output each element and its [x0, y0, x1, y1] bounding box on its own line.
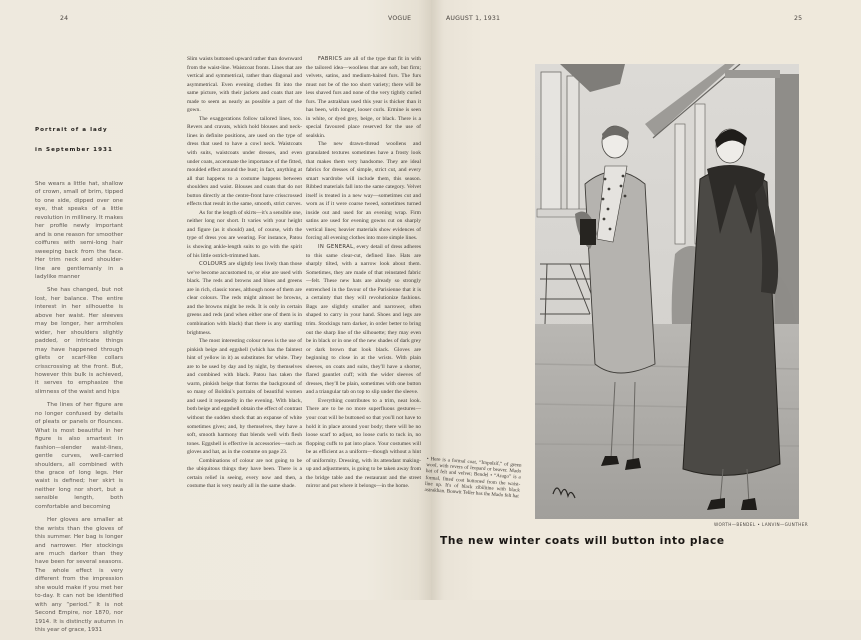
body-paragraph: Everything contributes to a trim, neat look. There are to be no more superfluous gestures—your coat will be buttoned so that you'll not have to hold it in place around your body; there will be no loose scarf to adjust, no loose curls to tuck in, no flopping cuffs to pat into place. Your costumes will be as efficient as a uniform—though without a hint of uniformity. Dressing, with its attendant making-up and adjustments, is going to be taken away from the bridge table and the restaurant and the street mirror and put where it belongs—in the home.: [306, 397, 421, 490]
page-number-right: 25: [794, 15, 803, 22]
intro-column: [35, 180, 123, 640]
body-paragraph: FABRICS are all of the type that fit in with the tailored idea—woollens that are soft, but firm; velvets, satins, and medium-haired furs. The furs must not be of the too short variety; there will be less shaved furs and none of the very tightly curled furs. The astrakhan used this year is thicker than it has been, with longer, looser curls. Ermine is seen in white, or dyed grey, beige, or black. There is a special favoured place reserved for the use of sealskin.: [306, 56, 421, 139]
body-paragraph: As for the length of skirts—it's a sensible one, neither long nor short. It varies with your height and figure (as it should) and, of course, with the type of dress you are wearing. For instance, Patou is showing ankle-length suits to go with the spirit of his little ostrich-trimmed hats.: [187, 209, 302, 259]
article-title-line1: Portrait of a lady: [35, 127, 108, 133]
body-paragraph: The exaggerations follow tailored lines, too. Revers and cravats, which hold blouses and neck-lines in definite positions, are used on the type of dress that used to have a cowl neck. Waistcoats with suits, waistcoats under dresses, and even under coats, accentuate the importance of the fitted, moulded effect around the bust; in fact, anything at all that happens to a costume happens between shoulders and waist. Blouses and coats that do not button directly at the centre-front have crisscrossed effects that result in the same, smooth, strict curves.: [187, 115, 302, 208]
illustration-caption: • Here is a formal coat, “Impulsif,” of green wool, with revers of leopard or beaver. Mado hat of felt and velvet; Bendel • “Arago” is a formal, fitted coat buttoned from the waist-line up. It's of black zibilitine with black astrakhan. Bonwit Teller has the Mado felt hat: [424, 456, 522, 500]
body-paragraph: Combinations of colour are not going to be the ubiquitous things they have been. There is a certain relief in seeing, every now and then, a costume that is very nearly all in the same shade.: [187, 457, 302, 490]
body-paragraph: Slim waists buttoned upward rather than downward from the waist-line. Waistcoat fronts. Lines that are vertical and symmetrical, rather than diagonal and asymmetrical. Even evening clothes fit into the same picture, with their jackets and coats that are made to seem as nearly as possible a part of the gown.: [187, 56, 302, 114]
body-column-3: [306, 55, 421, 491]
body-paragraph: IN GENERAL, every detail of dress adheres to this same clear-cut, defined line. Hats are sharply tilted, with a narrow look about them. Sometimes, they are made of that reinstated fabric—felt. These new hats are already so strongly entrenched in the favour of the Parisienne that it is a certainty that they will revolutionize fashions. Bags are slightly smaller and narrower, often shaped to carry in your hand. Shoes and legs are trim. Stockings turn darker, in order better to bring out the sharp line of the silhouette; they may even be in black or in one of the new shades of dark grey or dark brown that look black. Gloves are beginning to close in at the wrists. With plain sleeves, on coats and suits, they'll have a shorter, flared gauntlet cuff; with the wider sleeves of dresses, they'll be plain, sometimes with one button and a triangular tab on top to slip under the sleeve.: [306, 244, 421, 396]
intro-paragraph: She has changed, but not lost, her balance. The entire interest in her silhouette is above her waist. Her sleeves may be longer, her armholes wider, her shoulders slightly padded, or intricate things may have happened through gilets or scarf-like collars crisscrossing at the front. But, however this bulk is achieved, it serves to emphasize the slimness of the waist and hips: [35, 287, 123, 395]
illustration-drawing: [535, 64, 799, 519]
left-page: [0, 0, 431, 634]
body-column-2: [187, 55, 302, 491]
body-paragraph: The new drawn-thread woollens and granulated textures sometimes have a frosty look that makes them very handsome. They are ideal fabrics for dresses of simple, strict cut, and every smart wardrobe will include them, this season. Ribbed materials fall into the same category. Velvet itself is treated in a new way—sometimes cut and worn as if it were coarse tweed, sometimes turned inside out and used for an evening wrap. Firm satins are used for evening gowns cut on sharply vertical lines; heavier materials show evidences of forcing all evening clothes into more simple lines.: [306, 141, 421, 242]
intro-paragraph: She wears a little hat, shallow of crown, small of brim, tipped to one side, dipped over one eye, that speaks of a little revolution in millinery. It makes her profile newly important and is one reason for smoother coiffures with semi-long hair sweeping back from the face. Her trim neck and shoulder-line are gentlemanly in a ladylike manner: [35, 181, 123, 280]
section-lead-colours: COLOURS: [199, 261, 227, 268]
article-title-line2: in September 1931: [35, 147, 113, 153]
body-paragraph: The most interesting colour news is the use of pinkish beige and eggshell (which has the faintest hint of yellow in it) as substitutes for white. They are to be used by day and by night, by themselves and combined with black. Patou has taken the warm, pinkish beige that forms the background of so many of Boldini's portraits of beautiful women and used it repeatedly in the evening. With black, both beige and eggshell obtain the effect of contrast without the sudden shock that an expanse of white sometimes gives; and, by themselves, they have a soft, smooth harmony that blends well with flesh tones. Eggshell is effective in accessories—such as gloves and hat, as in the costume on page 23.: [187, 338, 302, 456]
intro-paragraph: Her gloves are smaller at the wrists than the gloves of this summer. Her bag is longer and narrower. Her stockings are much darker than they have been for several seasons. The whole effect is very different from the impression she would make if you met her to-day. It can not be identified with any “period.” It is not Second Empire, nor 1870, nor 1914. It is distinctly autumn in this year of grace, 1931: [35, 517, 123, 634]
running-head-date: AUGUST 1, 1931: [446, 15, 501, 22]
intro-paragraph: The lines of her figure are no longer confused by details of pleats or panels or flounces. What is most beautiful in her figure is also smartest in fashion—slender waist-lines, gentle curves, well-carried shoulders, all combined with the grace of long legs. Her waist is defined; her skirt is neither long nor short, but a sensible length, both comfortable and becoming: [35, 402, 123, 510]
running-head-vogue: VOGUE: [388, 15, 412, 22]
body-paragraph: COLOURS are slightly less lively than those we've become accustomed to, or else are used with black. The reds and browns and blues and greens are in rich, classic tones, although none of them are clear colours. The reds might almost be browns, and the browns might be reds. It is only in certain greens and reds (and when either one of them is in combination with black) that there is any startling brightness.: [187, 261, 302, 336]
designer-credit: WORTH—BENDEL • LANVIN—GUNTHER: [714, 522, 809, 527]
fashion-illustration: [535, 64, 799, 519]
page-number-left: 24: [60, 15, 69, 22]
section-lead-fabrics: FABRICS: [318, 56, 343, 62]
spread-headline: The new winter coats will button into place: [440, 535, 725, 547]
section-lead-in-general: IN GENERAL: [318, 244, 354, 251]
